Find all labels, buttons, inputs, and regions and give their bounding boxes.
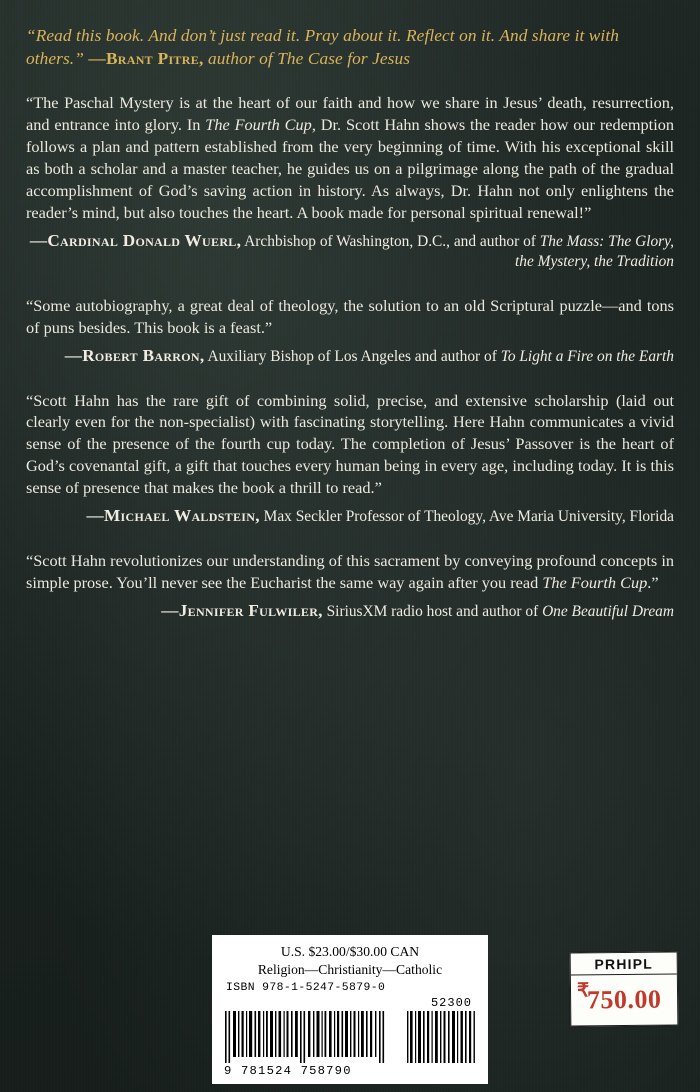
- sticker-shop-name: PRHIPL: [571, 952, 677, 975]
- attrib-title: To Light a Fire on the Earth: [500, 347, 674, 365]
- attrib-title: The Mass: The Glory, the Mystery, the Tradition: [514, 232, 674, 271]
- attrib-role: Auxiliary Bishop of Los Angeles and author of: [204, 347, 501, 365]
- blurb-text-part-1: “Scott Hahn revolutionizes our understanding of this sacrament by conveying profound concepts in simple prose. You’ll never see the Eucharist the same way again after you read: [26, 550, 674, 592]
- ean5-addon-barcode-icon: [404, 1011, 478, 1063]
- addon-digits: 52300: [430, 996, 472, 1010]
- blurb-fulwiler: [26, 550, 674, 623]
- barcode-block: [212, 935, 488, 1084]
- rupee-symbol-icon: ₹: [576, 980, 590, 1002]
- top-quote-after: author of The Case for Jesus: [203, 49, 411, 69]
- attrib-dash: —: [161, 600, 179, 620]
- attrib-name: Cardinal Donald Wuerl,: [47, 230, 242, 250]
- ean13-barcode-icon: [222, 1011, 390, 1063]
- top-quote-dash: —: [88, 49, 106, 69]
- category-line: Religion—Christianity—Catholic: [257, 961, 443, 977]
- blurb-text-part-2: , Dr. Scott Hahn shows the reader how our redemption follows a plan and pattern established from the very beginning of time. With his exceptional skill as both a scholar and a master teacher, he guides us on a pilgrimage along the path of the gradual accomplishment of God’s saving action in history. As always, Dr. Hahn not only enlightens the reader’s mind, but also touches the heart. A book made for personal spiritual renewal!”: [26, 115, 674, 222]
- retail-price-line: U.S. $23.00/$30.00 CAN: [280, 944, 420, 960]
- blurb-text: [26, 390, 674, 500]
- blurb-text-part-1: “Scott Hahn has the rare gift of combining solid, precise, and extensive scholarship (laid out clearly even for the non-specialist) with fascinating storytelling. Here Hahn communicates a vivid sense of the presence of the fourth cup today. The completion of Jesus’ Passover is the heart of God’s covenantal gift, a gift that touches every human being in every age, including today. It is this sense of presence that makes the book a thrill to read.”: [26, 390, 674, 498]
- blurb-book-title: The Fourth Cup: [542, 572, 648, 592]
- attrib-dash: —: [86, 506, 105, 526]
- attrib-name: Robert Barron,: [82, 345, 205, 365]
- attrib-role: Archbishop of Washington, D.C., and author of: [241, 232, 540, 250]
- attrib-name: Jennifer Fulwiler,: [178, 600, 323, 620]
- top-quote-text: “Read this book. And don’t just read it. Pray about it. Reflect on it. And share it with others.”: [26, 26, 619, 69]
- cover-bottom-area: [0, 902, 700, 1092]
- addon-barcode-group: [404, 996, 478, 1063]
- blurb-text-part-1: “Some autobiography, a great deal of theology, the solution to an old Scriptural puzzle—and tons of puns besides. This book is a feast.”: [26, 296, 674, 337]
- blurb-text: [26, 92, 674, 223]
- attrib-role: Max Seckler Professor of Theology, Ave Maria University, Florida: [259, 508, 674, 526]
- price-sticker: [570, 951, 679, 1026]
- blurb-text-part-1: “The Paschal Mystery is at the heart of our faith and how we share in Jesus’ death, resurrection, and entrance into glory. In: [26, 93, 674, 135]
- ean13-digits: 9 781524 758790: [224, 1064, 352, 1078]
- attrib-role: SiriusXM radio host and author of: [322, 602, 543, 620]
- attrib-dash: —: [29, 230, 48, 250]
- attrib-name: Michael Waldstein,: [104, 506, 260, 526]
- blurb-attribution: [26, 230, 674, 273]
- attrib-dash: —: [64, 345, 83, 365]
- blurb-barron: [26, 295, 674, 368]
- blurb-attribution: [26, 600, 674, 623]
- blurb-text-part-2: .”: [647, 572, 659, 592]
- blurb-wuerl: [26, 92, 674, 273]
- top-pull-quote: [26, 24, 674, 70]
- blurb-attribution: [26, 345, 674, 368]
- blurb-text: [26, 295, 674, 339]
- isbn-line: ISBN 978-1-5247-5879-0: [226, 982, 386, 994]
- blurb-waldstein: [26, 390, 674, 528]
- attrib-title: One Beautiful Dream: [542, 602, 674, 620]
- blurb-book-title: The Fourth Cup: [205, 115, 312, 135]
- blurb-text: [26, 550, 674, 594]
- barcode-row: [218, 996, 482, 1063]
- sticker-price: 750.00: [586, 984, 662, 1015]
- blurb-attribution: [26, 505, 674, 528]
- top-quote-attribution: Brant Pitre,: [105, 49, 204, 69]
